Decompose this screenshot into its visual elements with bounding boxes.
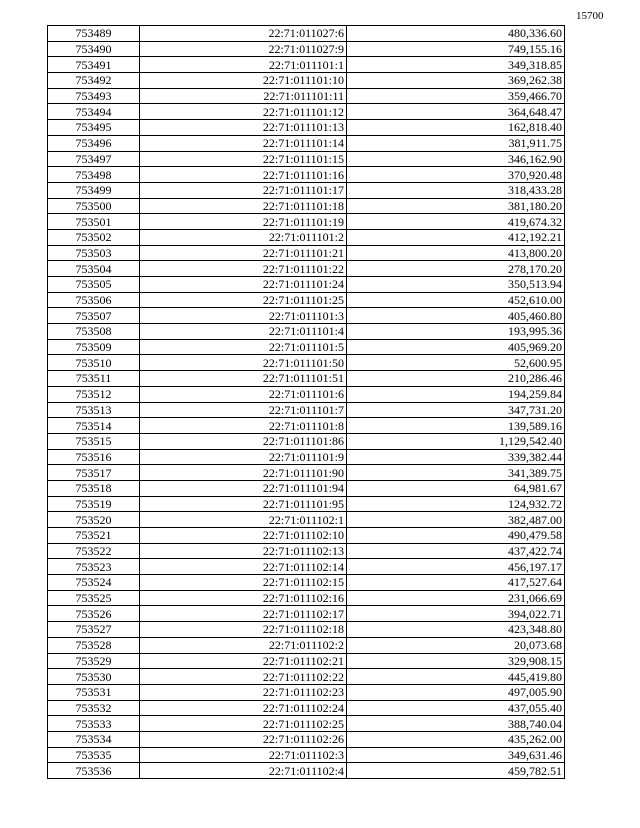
record-id-cell: 753533 <box>48 716 140 732</box>
cadastral-number-cell: 22:71:011102:13 <box>140 543 347 559</box>
table-row <box>48 747 565 763</box>
record-id-cell: 753513 <box>48 402 140 418</box>
record-id-cell: 753490 <box>48 41 140 57</box>
cadastral-value-cell: 388,740.04 <box>347 716 565 732</box>
cadastral-value-cell: 413,800.20 <box>347 245 565 261</box>
cadastral-number-cell: 22:71:011101:15 <box>140 151 347 167</box>
cadastral-value-cell: 318,433.28 <box>347 182 565 198</box>
cadastral-value-cell: 231,066.69 <box>347 590 565 606</box>
cadastral-number-cell: 22:71:011027:6 <box>140 26 347 42</box>
table-row <box>48 559 565 575</box>
cadastral-value-cell: 437,422.74 <box>347 543 565 559</box>
record-id-cell: 753530 <box>48 669 140 685</box>
cadastral-number-cell: 22:71:011101:95 <box>140 496 347 512</box>
cadastral-number-cell: 22:71:011101:18 <box>140 198 347 214</box>
cadastral-value-cell: 497,005.90 <box>347 684 565 700</box>
cadastral-value-cell: 162,818.40 <box>347 120 565 136</box>
table-row <box>48 402 565 418</box>
table-row <box>48 88 565 104</box>
table-row <box>48 496 565 512</box>
cadastral-value-cell: 52,600.95 <box>347 355 565 371</box>
table-row <box>48 371 565 387</box>
cadastral-value-cell: 423,348.80 <box>347 622 565 638</box>
cadastral-value-cell: 369,262.38 <box>347 73 565 89</box>
table-row <box>48 653 565 669</box>
table-row <box>48 167 565 183</box>
cadastral-number-cell: 22:71:011102:22 <box>140 669 347 685</box>
cadastral-number-cell: 22:71:011101:12 <box>140 104 347 120</box>
cadastral-number-cell: 22:71:011101:9 <box>140 449 347 465</box>
table-row <box>48 418 565 434</box>
cadastral-value-cell: 329,908.15 <box>347 653 565 669</box>
table-row <box>48 731 565 747</box>
cadastral-value-cell: 139,589.16 <box>347 418 565 434</box>
record-id-cell: 753532 <box>48 700 140 716</box>
record-id-cell: 753507 <box>48 308 140 324</box>
cadastral-value-cell: 347,731.20 <box>347 402 565 418</box>
record-id-cell: 753489 <box>48 26 140 42</box>
cadastral-number-cell: 22:71:011101:25 <box>140 292 347 308</box>
cadastral-value-cell: 341,389.75 <box>347 465 565 481</box>
cadastral-value-cell: 381,180.20 <box>347 198 565 214</box>
table-row <box>48 182 565 198</box>
record-id-cell: 753528 <box>48 637 140 653</box>
cadastral-number-cell: 22:71:011101:6 <box>140 386 347 402</box>
table-row <box>48 151 565 167</box>
cadastral-value-cell: 437,055.40 <box>347 700 565 716</box>
cadastral-number-cell: 22:71:011102:23 <box>140 684 347 700</box>
table-row <box>48 73 565 89</box>
record-id-cell: 753497 <box>48 151 140 167</box>
cadastral-number-cell: 22:71:011102:25 <box>140 716 347 732</box>
record-id-cell: 753534 <box>48 731 140 747</box>
record-id-cell: 753498 <box>48 167 140 183</box>
cadastral-value-cell: 346,162.90 <box>347 151 565 167</box>
table-row <box>48 575 565 591</box>
record-id-cell: 753526 <box>48 606 140 622</box>
record-id-cell: 753510 <box>48 355 140 371</box>
record-id-cell: 753515 <box>48 433 140 449</box>
cadastral-number-cell: 22:71:011027:9 <box>140 41 347 57</box>
table-row <box>48 57 565 73</box>
table-row <box>48 606 565 622</box>
table-row <box>48 41 565 57</box>
cadastral-value-cell: 419,674.32 <box>347 214 565 230</box>
record-id-cell: 753491 <box>48 57 140 73</box>
record-id-cell: 753501 <box>48 214 140 230</box>
record-id-cell: 753514 <box>48 418 140 434</box>
table-row <box>48 324 565 340</box>
record-id-cell: 753499 <box>48 182 140 198</box>
record-id-cell: 753508 <box>48 324 140 340</box>
cadastral-value-cell: 412,192.21 <box>347 229 565 245</box>
record-id-cell: 753511 <box>48 371 140 387</box>
cadastral-number-cell: 22:71:011101:24 <box>140 277 347 293</box>
cadastral-value-cell: 456,197.17 <box>347 559 565 575</box>
table-row <box>48 433 565 449</box>
cadastral-value-cell: 405,969.20 <box>347 339 565 355</box>
cadastral-number-cell: 22:71:011102:2 <box>140 637 347 653</box>
record-id-cell: 753496 <box>48 135 140 151</box>
cadastral-number-cell: 22:71:011101:4 <box>140 324 347 340</box>
cadastral-value-cell: 1,129,542.40 <box>347 433 565 449</box>
table-row <box>48 763 565 779</box>
record-id-cell: 753505 <box>48 277 140 293</box>
cadastral-value-cell: 490,479.58 <box>347 528 565 544</box>
cadastral-number-cell: 22:71:011101:90 <box>140 465 347 481</box>
table-row <box>48 684 565 700</box>
cadastral-number-cell: 22:71:011101:51 <box>140 371 347 387</box>
cadastral-number-cell: 22:71:011101:19 <box>140 214 347 230</box>
cadastral-number-cell: 22:71:011101:22 <box>140 261 347 277</box>
record-id-cell: 753519 <box>48 496 140 512</box>
table-row <box>48 465 565 481</box>
record-id-cell: 753527 <box>48 622 140 638</box>
record-id-cell: 753529 <box>48 653 140 669</box>
record-id-cell: 753494 <box>48 104 140 120</box>
cadastral-number-cell: 22:71:011101:5 <box>140 339 347 355</box>
cadastral-value-cell: 210,286.46 <box>347 371 565 387</box>
record-id-cell: 753512 <box>48 386 140 402</box>
cadastral-number-cell: 22:71:011101:21 <box>140 245 347 261</box>
table-row <box>48 543 565 559</box>
cadastral-value-cell: 349,631.46 <box>347 747 565 763</box>
cadastral-value-cell: 194,259.84 <box>347 386 565 402</box>
table-row <box>48 339 565 355</box>
cadastral-number-cell: 22:71:011102:18 <box>140 622 347 638</box>
table-row <box>48 449 565 465</box>
cadastral-number-cell: 22:71:011102:26 <box>140 731 347 747</box>
registry-table <box>47 25 565 779</box>
cadastral-number-cell: 22:71:011102:24 <box>140 700 347 716</box>
table-row <box>48 104 565 120</box>
record-id-cell: 753517 <box>48 465 140 481</box>
table-row <box>48 528 565 544</box>
record-id-cell: 753522 <box>48 543 140 559</box>
cadastral-number-cell: 22:71:011101:10 <box>140 73 347 89</box>
cadastral-value-cell: 364,648.47 <box>347 104 565 120</box>
cadastral-number-cell: 22:71:011102:10 <box>140 528 347 544</box>
cadastral-value-cell: 749,155.16 <box>347 41 565 57</box>
cadastral-number-cell: 22:71:011102:15 <box>140 575 347 591</box>
table-row <box>48 669 565 685</box>
cadastral-value-cell: 370,920.48 <box>347 167 565 183</box>
cadastral-number-cell: 22:71:011102:21 <box>140 653 347 669</box>
cadastral-value-cell: 480,336.60 <box>347 26 565 42</box>
cadastral-number-cell: 22:71:011101:7 <box>140 402 347 418</box>
cadastral-number-cell: 22:71:011101:8 <box>140 418 347 434</box>
table-row <box>48 512 565 528</box>
cadastral-value-cell: 359,466.70 <box>347 88 565 104</box>
cadastral-number-cell: 22:71:011101:50 <box>140 355 347 371</box>
table-body <box>48 26 565 779</box>
cadastral-value-cell: 417,527.64 <box>347 575 565 591</box>
table-row <box>48 261 565 277</box>
table-row <box>48 245 565 261</box>
cadastral-value-cell: 278,170.20 <box>347 261 565 277</box>
cadastral-value-cell: 452,610.00 <box>347 292 565 308</box>
cadastral-value-cell: 193,995.36 <box>347 324 565 340</box>
cadastral-number-cell: 22:71:011102:3 <box>140 747 347 763</box>
cadastral-number-cell: 22:71:011101:16 <box>140 167 347 183</box>
record-id-cell: 753520 <box>48 512 140 528</box>
cadastral-number-cell: 22:71:011101:11 <box>140 88 347 104</box>
record-id-cell: 753495 <box>48 120 140 136</box>
cadastral-number-cell: 22:71:011101:13 <box>140 120 347 136</box>
table-row <box>48 229 565 245</box>
record-id-cell: 753523 <box>48 559 140 575</box>
cadastral-number-cell: 22:71:011102:17 <box>140 606 347 622</box>
record-id-cell: 753503 <box>48 245 140 261</box>
table-row <box>48 120 565 136</box>
cadastral-value-cell: 435,262.00 <box>347 731 565 747</box>
table-row <box>48 480 565 496</box>
cadastral-value-cell: 405,460.80 <box>347 308 565 324</box>
cadastral-value-cell: 459,782.51 <box>347 763 565 779</box>
cadastral-number-cell: 22:71:011102:1 <box>140 512 347 528</box>
cadastral-value-cell: 394,022.71 <box>347 606 565 622</box>
page-number: 15700 <box>576 10 604 22</box>
table-row <box>48 622 565 638</box>
cadastral-value-cell: 339,382.44 <box>347 449 565 465</box>
cadastral-value-cell: 124,932.72 <box>347 496 565 512</box>
table-row <box>48 308 565 324</box>
cadastral-value-cell: 350,513.94 <box>347 277 565 293</box>
table-row <box>48 700 565 716</box>
cadastral-value-cell: 382,487.00 <box>347 512 565 528</box>
table-row <box>48 386 565 402</box>
cadastral-value-cell: 349,318.85 <box>347 57 565 73</box>
record-id-cell: 753518 <box>48 480 140 496</box>
record-id-cell: 753502 <box>48 229 140 245</box>
table-row <box>48 198 565 214</box>
record-id-cell: 753536 <box>48 763 140 779</box>
table-row <box>48 637 565 653</box>
record-id-cell: 753525 <box>48 590 140 606</box>
record-id-cell: 753492 <box>48 73 140 89</box>
table-row <box>48 355 565 371</box>
table-row <box>48 26 565 42</box>
record-id-cell: 753504 <box>48 261 140 277</box>
record-id-cell: 753506 <box>48 292 140 308</box>
cadastral-number-cell: 22:71:011101:14 <box>140 135 347 151</box>
record-id-cell: 753531 <box>48 684 140 700</box>
cadastral-number-cell: 22:71:011102:16 <box>140 590 347 606</box>
cadastral-number-cell: 22:71:011101:94 <box>140 480 347 496</box>
record-id-cell: 753521 <box>48 528 140 544</box>
cadastral-number-cell: 22:71:011101:1 <box>140 57 347 73</box>
record-id-cell: 753516 <box>48 449 140 465</box>
cadastral-number-cell: 22:71:011102:14 <box>140 559 347 575</box>
table-row <box>48 590 565 606</box>
record-id-cell: 753500 <box>48 198 140 214</box>
table-row <box>48 716 565 732</box>
table-row <box>48 292 565 308</box>
record-id-cell: 753524 <box>48 575 140 591</box>
record-id-cell: 753509 <box>48 339 140 355</box>
cadastral-number-cell: 22:71:011101:3 <box>140 308 347 324</box>
cadastral-value-cell: 20,073.68 <box>347 637 565 653</box>
cadastral-value-cell: 64,981.67 <box>347 480 565 496</box>
record-id-cell: 753493 <box>48 88 140 104</box>
cadastral-value-cell: 445,419.80 <box>347 669 565 685</box>
cadastral-number-cell: 22:71:011101:86 <box>140 433 347 449</box>
cadastral-number-cell: 22:71:011101:17 <box>140 182 347 198</box>
cadastral-number-cell: 22:71:011102:4 <box>140 763 347 779</box>
cadastral-number-cell: 22:71:011101:2 <box>140 229 347 245</box>
table-row <box>48 135 565 151</box>
table-row <box>48 277 565 293</box>
cadastral-value-cell: 381,911.75 <box>347 135 565 151</box>
table-row <box>48 214 565 230</box>
record-id-cell: 753535 <box>48 747 140 763</box>
